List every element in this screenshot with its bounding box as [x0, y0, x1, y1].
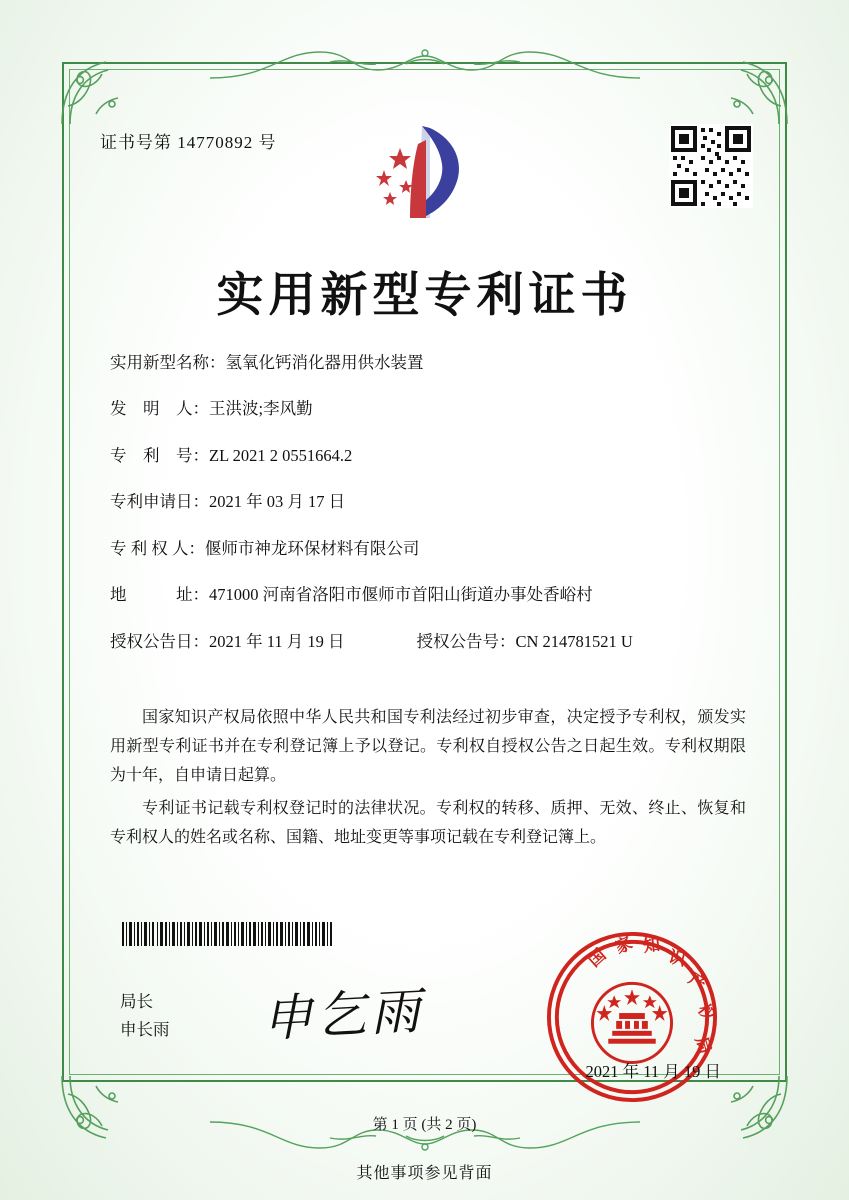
qr-code-icon: [669, 124, 753, 208]
field-label: 实用新型名称：: [110, 353, 226, 372]
back-side-note: 其他事项参见背面: [356, 1165, 493, 1182]
field-value: 偃师市神龙环保材料有限公司: [204, 538, 420, 558]
grant-number-label: 授权公告号：: [416, 631, 516, 651]
legal-paragraph: 专利证书记载专利权登记时的法律状况。专利权的转移、质押、无效、终止、恢复和专利权人的姓名或名称、国籍、地址变更等事项记载在专利登记簿上。: [110, 800, 746, 846]
seal-date: 2021 年 11 月 19 日: [585, 1062, 721, 1081]
grant-announcement-row: [110, 631, 750, 652]
director-name: 申长雨: [120, 1020, 170, 1039]
svg-text:权: 权: [694, 999, 721, 1026]
certificate-number: 证书号第 14770892 号: [100, 133, 277, 152]
legal-text: [110, 703, 746, 856]
svg-text:产: 产: [685, 968, 711, 995]
cnipa-logo-icon: [360, 118, 490, 228]
grant-date-label: 授权公告日：: [110, 631, 209, 651]
svg-text:家: 家: [611, 932, 636, 958]
svg-text:知: 知: [642, 934, 661, 956]
corner-ornament-icon: [719, 56, 793, 130]
svg-text:局: 局: [691, 1034, 716, 1057]
field-row: [110, 491, 750, 512]
page-title: 实用新型专利证书: [216, 268, 633, 323]
grant-date-value: 2021 年 11 月 19 日: [209, 631, 345, 651]
top-edge-ornament-icon: [210, 44, 640, 84]
field-value: 氢氧化钙消化器用供水装置: [225, 353, 424, 372]
legal-paragraph: 国家知识产权局依照中华人民共和国专利法经过初步审查，决定授予专利权，颁发实用新型专利证书并在专利登记簿上予以登记。专利权自授权公告之日起生效。专利权期限为十年，自申请日起算。: [110, 709, 746, 784]
field-label: 发 明 人：: [110, 399, 209, 419]
corner-ornament-icon: [56, 56, 130, 130]
field-row: [110, 398, 750, 419]
page-indicator: 第 1 页 (共 2 页): [372, 1117, 477, 1133]
grant-number-value: CN 214781521 U: [515, 631, 633, 651]
director-signature-block: [120, 988, 170, 1044]
field-row: [110, 445, 750, 466]
field-label: 专利申请日：: [110, 492, 209, 512]
field-label: 专 利 号：: [110, 445, 209, 465]
barcode-icon: [122, 922, 334, 946]
field-row: [110, 584, 750, 605]
director-label: 局长: [120, 992, 153, 1011]
handwritten-signature: 申乞雨: [260, 981, 426, 1049]
field-label: 地 址：: [110, 585, 209, 605]
field-row: [110, 538, 750, 559]
svg-text:识: 识: [666, 946, 688, 970]
field-value: ZL 2021 2 0551664.2: [209, 445, 353, 465]
field-value: 471000 河南省洛阳市偃师市首阳山街道办事处香峪村: [209, 585, 593, 605]
field-row: [110, 352, 750, 373]
field-value: 王洪波;李风勤: [209, 399, 313, 419]
svg-text:国: 国: [583, 944, 610, 971]
certificate-fields: [110, 352, 750, 677]
field-value: 2021 年 03 月 17 日: [209, 492, 346, 512]
field-label: 专 利 权 人：: [110, 538, 205, 558]
